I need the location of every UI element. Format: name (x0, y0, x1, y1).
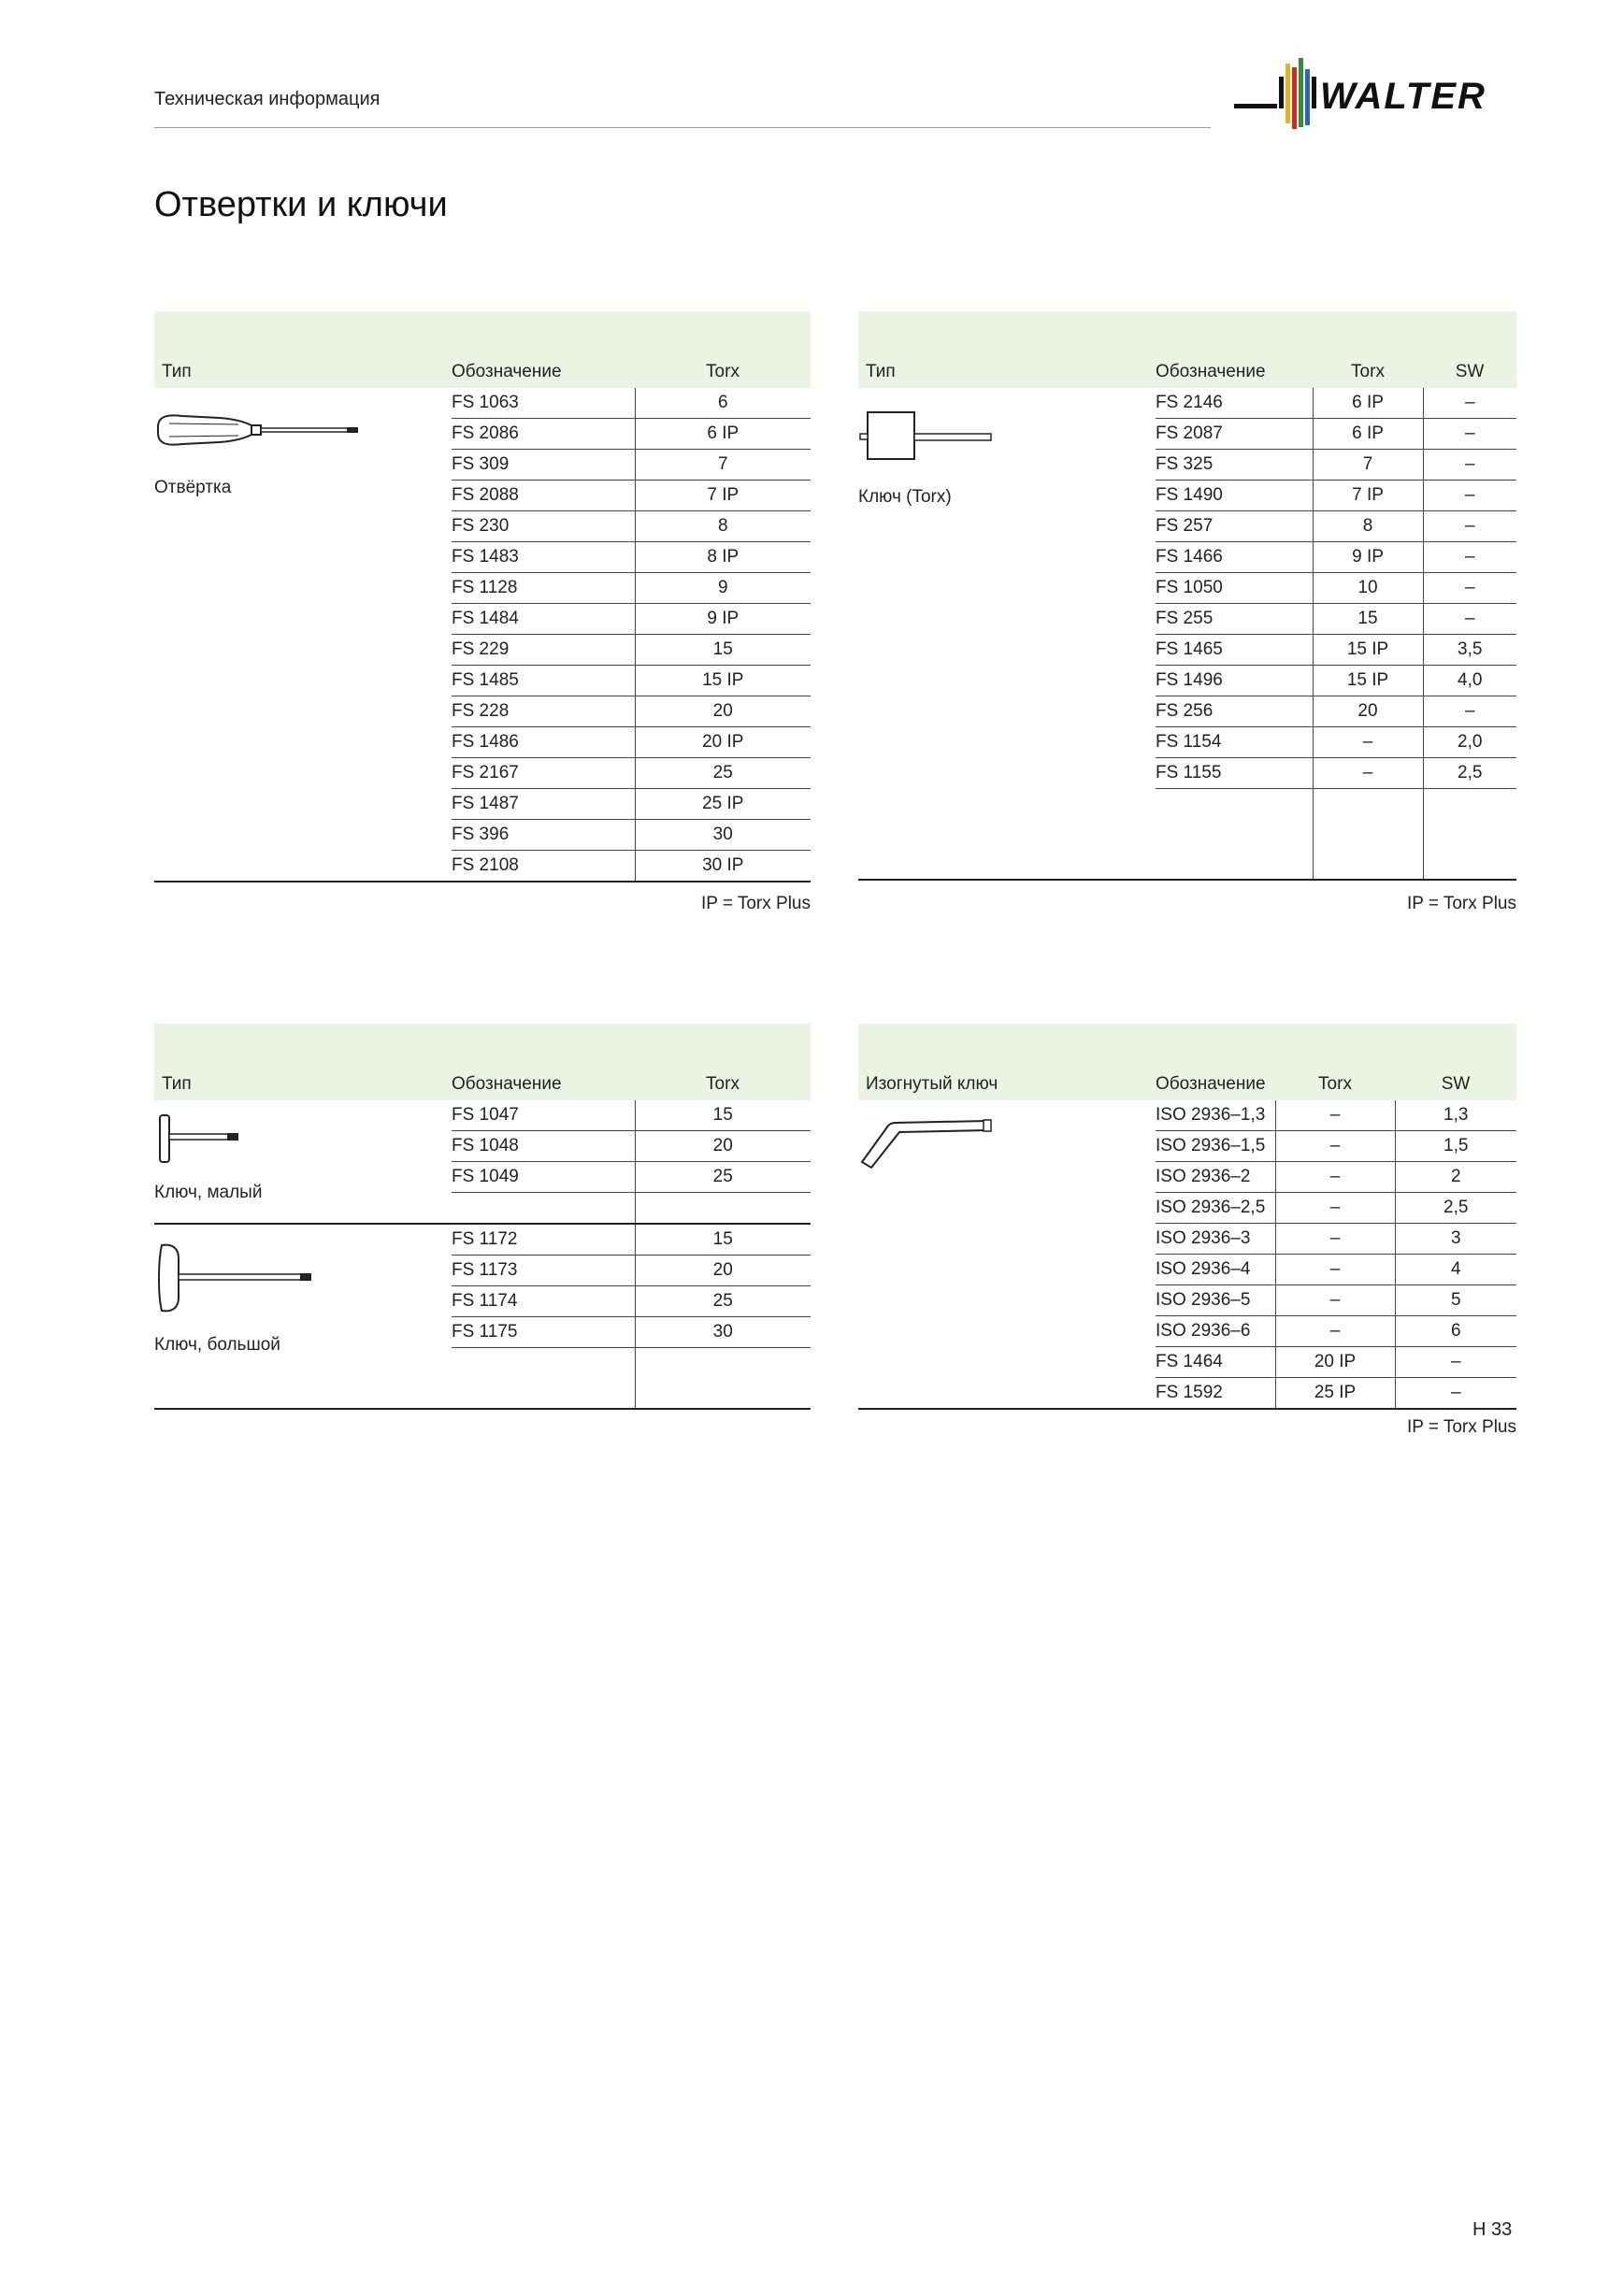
designation-cell: FS 255 (1156, 604, 1313, 635)
designation-cell: FS 1049 (452, 1162, 635, 1193)
designation-cell: FS 1155 (1156, 758, 1313, 789)
designation-cell (452, 1348, 635, 1410)
torx-cell: 20 (635, 696, 811, 727)
designation-cell: ISO 2936–1,5 (1156, 1131, 1275, 1162)
torx-cell: 8 (635, 511, 811, 542)
type-cell (858, 388, 1156, 880)
col-torx: Torx (1313, 311, 1423, 388)
torx-cell: 6 IP (635, 419, 811, 450)
type-cell (858, 1100, 1156, 1409)
screwdriver-icon (154, 405, 369, 461)
col-sw: SW (1423, 311, 1516, 388)
torx-cell: 25 IP (1275, 1378, 1395, 1410)
designation-cell: FS 1047 (452, 1100, 635, 1131)
col-type: Тип (154, 311, 452, 388)
designation-cell: FS 1466 (1156, 542, 1313, 573)
torx-cell: 15 (635, 635, 811, 666)
col-designation: Обозначение (1156, 1024, 1275, 1100)
sw-cell: – (1423, 481, 1516, 511)
designation-cell: FS 1486 (452, 727, 635, 758)
sw-cell: – (1423, 542, 1516, 573)
designation-cell (452, 1193, 635, 1225)
torx-cell: 9 (635, 573, 811, 604)
table-row (858, 1100, 1516, 1131)
designation-cell: ISO 2936–3 (1156, 1224, 1275, 1255)
sw-cell: 1,5 (1395, 1131, 1516, 1162)
type-label: Ключ, большой (154, 1335, 280, 1355)
sw-cell: 3,5 (1423, 635, 1516, 666)
torx-cell: 10 (1313, 573, 1423, 604)
sw-cell: – (1395, 1347, 1516, 1378)
torx-cell: 6 IP (1313, 419, 1423, 450)
torx-plus-note: IP = Torx Plus (1406, 1417, 1516, 1437)
type-label: Отвёртка (154, 478, 232, 497)
designation-cell: ISO 2936–1,3 (1156, 1100, 1275, 1131)
sw-cell: – (1423, 696, 1516, 727)
torx-cell: 30 IP (635, 851, 811, 883)
designation-cell: FS 1174 (452, 1286, 635, 1317)
table-row (154, 1224, 811, 1256)
designation-cell: FS 1592 (1156, 1378, 1275, 1410)
table-row (154, 1100, 811, 1131)
designation-cell: FS 1485 (452, 666, 635, 696)
designation-cell: ISO 2936–2,5 (1156, 1193, 1275, 1224)
sw-cell: – (1395, 1378, 1516, 1410)
designation-cell: FS 1175 (452, 1317, 635, 1348)
sw-cell: 4 (1395, 1255, 1516, 1285)
torx-cell: 9 IP (635, 604, 811, 635)
designation-cell (1156, 789, 1313, 881)
torx-cell: – (1275, 1224, 1395, 1255)
col-sw: SW (1395, 1024, 1516, 1100)
designation-cell: ISO 2936–2 (1156, 1162, 1275, 1193)
torx-plus-note: IP = Torx Plus (1406, 894, 1516, 913)
torx-cell: 15 IP (1313, 666, 1423, 696)
torx-cell: – (1275, 1316, 1395, 1347)
type-cell (154, 388, 452, 882)
torx-cell: – (1313, 727, 1423, 758)
sw-cell: 2,0 (1423, 727, 1516, 758)
designation-cell: FS 230 (452, 511, 635, 542)
designation-cell: FS 1484 (452, 604, 635, 635)
designation-cell: FS 1050 (1156, 573, 1313, 604)
bent-key-icon (858, 1108, 1008, 1179)
designation-cell: FS 1487 (452, 789, 635, 820)
torx-cell: 15 (1313, 604, 1423, 635)
t-handle-key-table (154, 1024, 811, 1410)
torx-cell: 8 IP (635, 542, 811, 573)
torx-cell: 15 IP (635, 666, 811, 696)
sw-cell: 6 (1395, 1316, 1516, 1347)
sw-cell: – (1423, 419, 1516, 450)
torx-cell: 15 (635, 1100, 811, 1131)
designation-cell: FS 1128 (452, 573, 635, 604)
torx-cell: 7 IP (635, 481, 811, 511)
designation-cell: FS 309 (452, 450, 635, 481)
designation-cell: FS 1483 (452, 542, 635, 573)
sw-cell: – (1423, 604, 1516, 635)
sw-cell: 1,3 (1395, 1100, 1516, 1131)
bent-key-table (858, 1024, 1516, 1410)
designation-cell: FS 1173 (452, 1256, 635, 1286)
torx-cell: 30 (635, 820, 811, 851)
sw-cell: 5 (1395, 1285, 1516, 1316)
torx-cell: – (1313, 758, 1423, 789)
sw-cell: 2,5 (1423, 758, 1516, 789)
torx-cell: 7 IP (1313, 481, 1423, 511)
screwdriver-table (154, 311, 811, 883)
col-type: Изогнутый ключ (858, 1024, 1156, 1100)
torx-cell: – (1275, 1255, 1395, 1285)
designation-cell: FS 1172 (452, 1224, 635, 1256)
designation-cell: ISO 2936–5 (1156, 1285, 1275, 1316)
torx-cell (635, 1348, 811, 1410)
col-designation: Обозначение (452, 1024, 635, 1100)
torx-cell: 25 (635, 1286, 811, 1317)
torx-cell: – (1275, 1193, 1395, 1224)
designation-cell: FS 325 (1156, 450, 1313, 481)
type-cell (154, 1224, 452, 1409)
sw-cell: – (1423, 573, 1516, 604)
sw-cell: 2,5 (1395, 1193, 1516, 1224)
section-label: Техническая информация (154, 89, 381, 109)
table-row (154, 388, 811, 419)
torx-cell: 6 IP (1313, 388, 1423, 419)
designation-cell: FS 1464 (1156, 1347, 1275, 1378)
torx-cell: 20 (635, 1131, 811, 1162)
designation-cell: FS 228 (452, 696, 635, 727)
col-torx: Torx (635, 1024, 811, 1100)
logo-text: WALTER (1320, 76, 1487, 117)
col-type: Тип (858, 311, 1156, 388)
designation-cell: FS 2146 (1156, 388, 1313, 419)
sw-cell: – (1423, 450, 1516, 481)
large-t-handle-key-icon (154, 1240, 323, 1322)
type-label: Ключ (Torx) (858, 487, 952, 507)
torx-cell: 15 (635, 1224, 811, 1256)
col-type: Тип (154, 1024, 452, 1100)
torx-cell: 25 (635, 1162, 811, 1193)
designation-cell: FS 1063 (452, 388, 635, 419)
designation-cell: FS 2086 (452, 419, 635, 450)
sw-cell: 3 (1395, 1224, 1516, 1255)
sw-cell: 4,0 (1423, 666, 1516, 696)
torx-cell: 20 IP (635, 727, 811, 758)
designation-cell: FS 1048 (452, 1131, 635, 1162)
torx-cell (1313, 789, 1423, 881)
walter-logo (1234, 58, 1515, 135)
torx-cell: – (1275, 1285, 1395, 1316)
designation-cell: FS 2088 (452, 481, 635, 511)
sw-cell: – (1423, 388, 1516, 419)
col-torx: Torx (1275, 1024, 1395, 1100)
col-designation: Обозначение (452, 311, 635, 388)
sw-cell (1423, 789, 1516, 881)
torx-plus-note: IP = Torx Plus (700, 894, 811, 913)
designation-cell: FS 1465 (1156, 635, 1313, 666)
torx-cell: 30 (635, 1317, 811, 1348)
sw-cell: – (1423, 511, 1516, 542)
designation-cell: FS 2108 (452, 851, 635, 883)
designation-cell: FS 229 (452, 635, 635, 666)
torx-cell: 9 IP (1313, 542, 1423, 573)
torx-cell: 8 (1313, 511, 1423, 542)
designation-cell: FS 396 (452, 820, 635, 851)
type-label: Ключ, малый (154, 1183, 263, 1202)
torx-cell: 7 (635, 450, 811, 481)
designation-cell: FS 1490 (1156, 481, 1313, 511)
designation-cell: FS 256 (1156, 696, 1313, 727)
sw-cell: 2 (1395, 1162, 1516, 1193)
table-row (858, 388, 1516, 419)
page-number: H 33 (1472, 2219, 1513, 2240)
page-title: Отвертки и ключи (154, 185, 448, 224)
designation-cell: FS 2167 (452, 758, 635, 789)
col-designation: Обозначение (1156, 311, 1313, 388)
designation-cell: FS 2087 (1156, 419, 1313, 450)
header-divider (154, 127, 1211, 128)
torx-cell: – (1275, 1100, 1395, 1131)
col-torx: Torx (635, 311, 811, 388)
torx-cell: 6 (635, 388, 811, 419)
torx-cell (635, 1193, 811, 1225)
torx-key-table (858, 311, 1516, 881)
torx-cell: 20 (1313, 696, 1423, 727)
torx-cell: 15 IP (1313, 635, 1423, 666)
designation-cell: FS 257 (1156, 511, 1313, 542)
designation-cell: FS 1154 (1156, 727, 1313, 758)
torx-cell: 20 IP (1275, 1347, 1395, 1378)
torx-key-icon (858, 405, 998, 476)
designation-cell: ISO 2936–4 (1156, 1255, 1275, 1285)
small-t-handle-key-icon (154, 1108, 257, 1173)
torx-cell: 7 (1313, 450, 1423, 481)
torx-cell: – (1275, 1131, 1395, 1162)
torx-cell: 20 (635, 1256, 811, 1286)
designation-cell: FS 1496 (1156, 666, 1313, 696)
torx-cell: 25 IP (635, 789, 811, 820)
torx-cell: – (1275, 1162, 1395, 1193)
torx-cell: 25 (635, 758, 811, 789)
designation-cell: ISO 2936–6 (1156, 1316, 1275, 1347)
type-cell (154, 1100, 452, 1224)
